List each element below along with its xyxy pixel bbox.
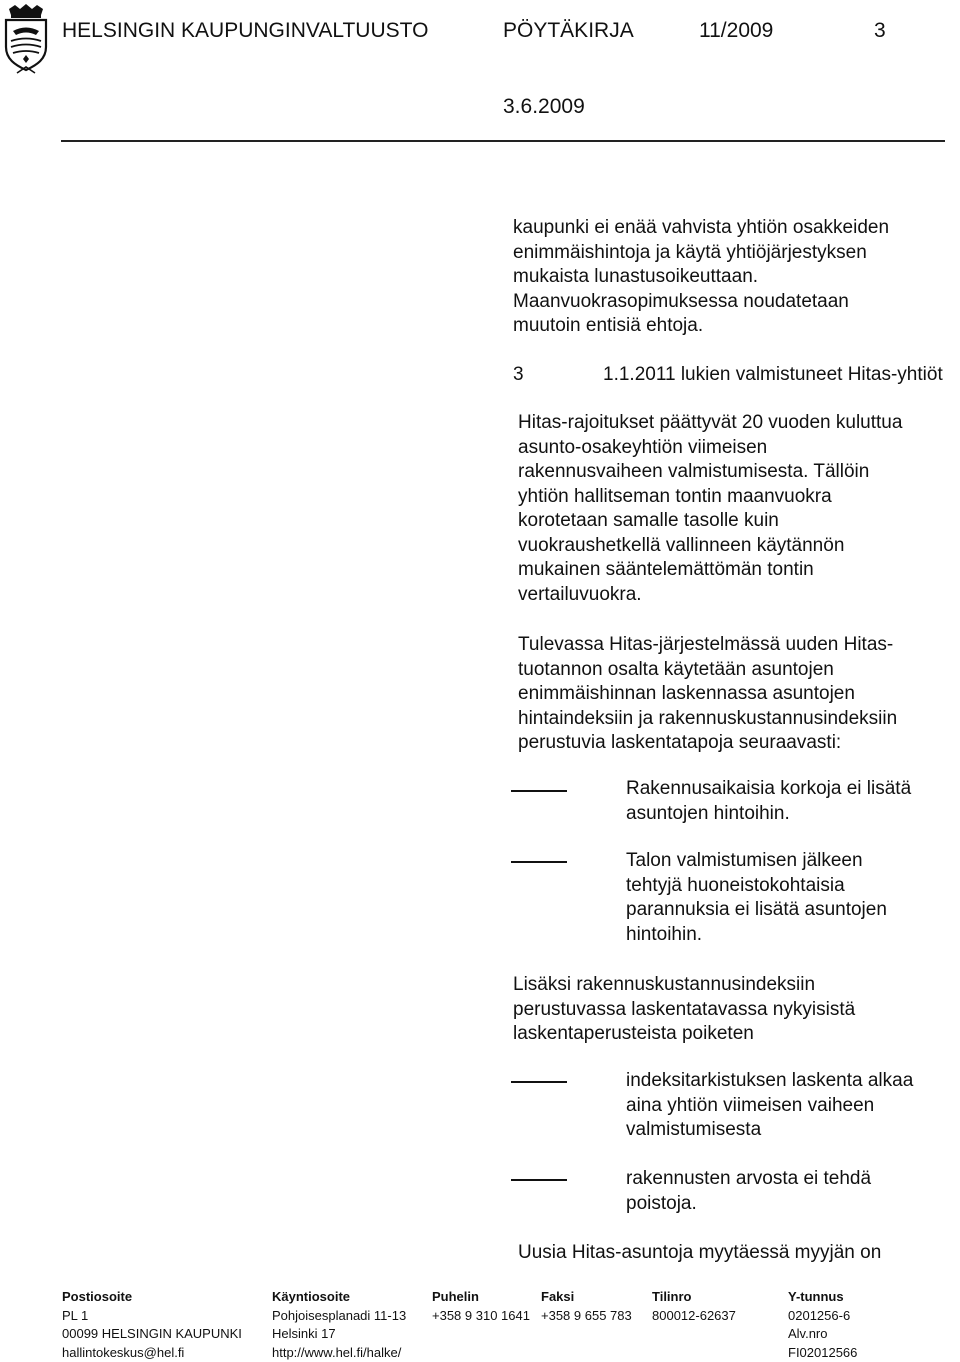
footer-business-id (788, 1288, 857, 1362)
footer-line: +358 9 310 1641 (432, 1307, 530, 1326)
footer-postal-address (62, 1288, 242, 1362)
list-item (626, 849, 887, 947)
text-line: muutoin entisiä ehtoja. (513, 314, 889, 339)
text-line: Uusia Hitas-asuntoja myytäessä myyjän on (518, 1241, 881, 1266)
text-line: korotetaan samalle tasolle kuin (518, 509, 902, 534)
text-line: tuotannon osalta käytetään asuntojen (518, 658, 897, 683)
text-line: Maanvuokrasopimuksessa noudatetaan (513, 290, 889, 315)
text-line: asuntojen hintoihin. (626, 802, 911, 827)
footer-heading: Tilinro (652, 1288, 736, 1307)
text-line: Lisäksi rakennuskustannusindeksiin (513, 973, 855, 998)
text-line: laskentaperusteista poiketen (513, 1022, 855, 1047)
organization-name: HELSINGIN KAUPUNGINVALTUUSTO (62, 17, 428, 45)
text-line: enimmäishintoja ja käytä yhtiöjärjestyksen (513, 241, 889, 266)
footer-heading: Käyntiosoite (272, 1288, 406, 1307)
paragraph-future-system (518, 633, 897, 756)
paragraph-restrictions (518, 411, 902, 607)
list-dash (511, 861, 567, 863)
footer-visiting-address (272, 1288, 406, 1362)
text-line: hintaindeksiin ja rakennuskustannusindeksiin (518, 707, 897, 732)
text-line: mukaista lunastusoikeuttaan. (513, 265, 889, 290)
list-item (626, 1069, 913, 1143)
section-title: 1.1.2011 lukien valmistuneet Hitas-yhtiöt (603, 363, 943, 388)
text-line: Talon valmistumisen jälkeen (626, 849, 887, 874)
footer-line: 00099 HELSINGIN KAUPUNKI (62, 1325, 242, 1344)
footer-line: Pohjoisesplanadi 11-13 (272, 1307, 406, 1326)
footer-line: http://www.hel.fi/halke/ (272, 1344, 406, 1362)
text-line: mukainen sääntelemättömän tontin (518, 558, 902, 583)
text-line: perustuvia laskentatapoja seuraavasti: (518, 731, 897, 756)
document-number: 11/2009 (699, 17, 773, 45)
text-line: vertailuvuokra. (518, 583, 902, 608)
footer-account-number (652, 1288, 736, 1325)
text-line: yhtiön hallitseman tontin maanvuokra (518, 485, 902, 510)
list-item (626, 1167, 871, 1216)
footer-heading: Postiosoite (62, 1288, 242, 1307)
list-dash (511, 1081, 567, 1083)
footer-line: Helsinki 17 (272, 1325, 406, 1344)
text-line: tehtyjä huoneistokohtaisia (626, 874, 887, 899)
footer-heading: Faksi (541, 1288, 632, 1307)
footer-line: hallintokeskus@hel.fi (62, 1344, 242, 1362)
page-number: 3 (874, 17, 886, 45)
footer-line: +358 9 655 783 (541, 1307, 632, 1326)
text-line: aina yhtiön viimeisen vaiheen (626, 1094, 913, 1119)
text-line: rakennusten arvosta ei tehdä (626, 1167, 871, 1192)
footer-fax (541, 1288, 632, 1325)
section-number: 3 (513, 363, 524, 388)
text-line: Hitas-rajoitukset päättyvät 20 vuoden kuluttua (518, 411, 902, 436)
text-line: enimmäishinnan laskennassa asuntojen (518, 682, 897, 707)
intro-paragraph (513, 216, 889, 339)
list-item (626, 777, 911, 826)
paragraph-index-method (513, 973, 855, 1047)
footer-phone (432, 1288, 530, 1325)
footer-heading: Puhelin (432, 1288, 530, 1307)
footer-heading: Y-tunnus (788, 1288, 857, 1307)
footer-line: PL 1 (62, 1307, 242, 1326)
text-line: indeksitarkistuksen laskenta alkaa (626, 1069, 913, 1094)
text-line: vuokraushetkellä vallinneen käytännön (518, 534, 902, 559)
text-line: parannuksia ei lisätä asuntojen (626, 898, 887, 923)
text-line: asunto-osakeyhtiön viimeisen (518, 436, 902, 461)
text-line: rakennusvaiheen valmistumisesta. Tällöin (518, 460, 902, 485)
text-line: valmistumisesta (626, 1118, 913, 1143)
footer-line: 800012-62637 (652, 1307, 736, 1326)
text-line: kaupunki ei enää vahvista yhtiön osakkeiden (513, 216, 889, 241)
text-line: Rakennusaikaisia korkoja ei lisätä (626, 777, 911, 802)
text-line: perustuvassa laskentatavassa nykyisistä (513, 998, 855, 1023)
footer-line: 0201256-6 (788, 1307, 857, 1326)
text-line: hintoihin. (626, 923, 887, 948)
footer-line: Alv.nro (788, 1325, 857, 1344)
helsinki-crest-logo (3, 3, 49, 75)
text-line: Tulevassa Hitas-järjestelmässä uuden Hitas- (518, 633, 897, 658)
list-dash (511, 1179, 567, 1181)
closing-line (518, 1241, 881, 1266)
meeting-date: 3.6.2009 (503, 93, 585, 121)
list-dash (511, 790, 567, 792)
footer-line: FI02012566 (788, 1344, 857, 1362)
text-line: poistoja. (626, 1192, 871, 1217)
header-divider (61, 140, 945, 142)
document-type: PÖYTÄKIRJA (503, 17, 634, 45)
